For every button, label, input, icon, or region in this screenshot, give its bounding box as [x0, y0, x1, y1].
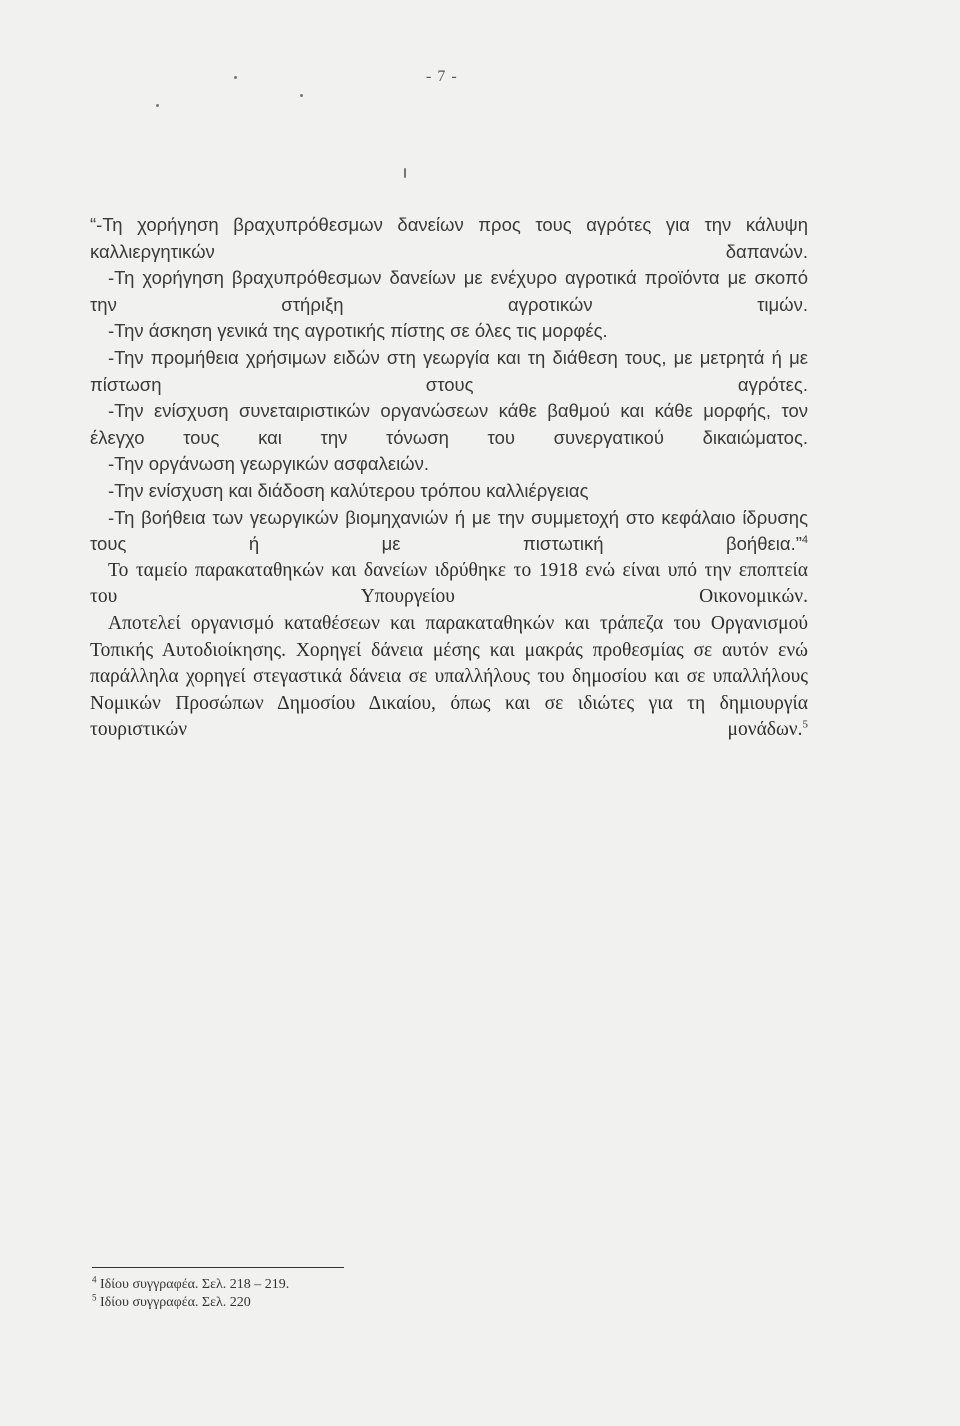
paragraph: Το ταμείο παρακαταθηκών και δανείων ιδρύθηκε το 1918 ενώ είναι υπό την εποπτεία του Υπουργείου Οικονομικών. — [90, 559, 808, 608]
scan-speck — [156, 104, 159, 107]
scan-speck — [300, 94, 303, 97]
footnote-ref: 4 — [801, 533, 808, 546]
paragraph: -Την άσκηση γενικά της αγροτικής πίστης σε όλες τις μορφές. — [108, 320, 608, 342]
scan-speck — [404, 168, 406, 178]
paragraph: -Την ενίσχυση και διάδοση καλύτερου τρόπου καλλιέργειας — [108, 479, 589, 501]
paragraph: -Την προμήθεια χρήσιμων ειδών στη γεωργία και τη διάθεση τους, με μετρητά ή με πίστωση στους αγρότες. — [90, 346, 808, 395]
scan-speck — [234, 76, 237, 79]
body-text — [90, 212, 808, 744]
paragraph: Αποτελεί οργανισμό καταθέσεων και παρακαταθηκών και τράπεζα του Οργανισμού Τοπικής Αυτοδιοίκησης. Χορηγεί δάνεια μέσης και μακράς προθεσμίας σε αυτόν ενώ παράλληλα χορηγεί στεγαστικά δάνεια σε υπαλλήλους του δημοσίου και σε υπαλλήλους Νομικών Προσώπων Δημοσίου Δικαίου, όπως και σε ιδιώτες για τη δημιουργία τουριστικών μονάδων.$^5$ — [90, 612, 808, 741]
footnotes — [92, 1276, 289, 1312]
footnote: $^5$ Ιδίου συγγραφέα. Σελ. 220 — [92, 1292, 251, 1310]
paragraph: -Τη βοήθεια των γεωργικών βιομηχανιών ή με την συμμετοχή στο κεφάλαιο ίδρυσης τους ή με πιστωτική βοήθεια.”$^4$ — [90, 506, 808, 555]
paragraph: -Την οργάνωση γεωργικών ασφαλειών. — [108, 453, 430, 475]
paragraph: -Την ενίσχυση συνεταιριστικών οργανώσεων κάθε βαθμού και κάθε μορφής, τον έλεγχο τους και την τόνωση του συνεργατικού δικαιώματος. — [90, 400, 808, 448]
paragraph: -Τη χορήγηση βραχυπρόθεσμων δανείων με ενέχυρο αγροτικά προϊόντα με σκοπό την στήριξη αγροτικών τιμών. — [90, 267, 808, 315]
footnote-ref: 5 — [802, 718, 808, 731]
paragraph: “-Τη χορήγηση βραχυπρόθεσμων δανείων προς τους αγρότες για την κάλυψη καλλιεργητικών δαπανών. — [90, 214, 808, 262]
page-number: - 7 - — [426, 68, 458, 85]
footnote-separator — [92, 1267, 344, 1268]
footnote: $^4$ Ιδίου συγγραφέα. Σελ. 218 – 219. — [92, 1274, 290, 1292]
